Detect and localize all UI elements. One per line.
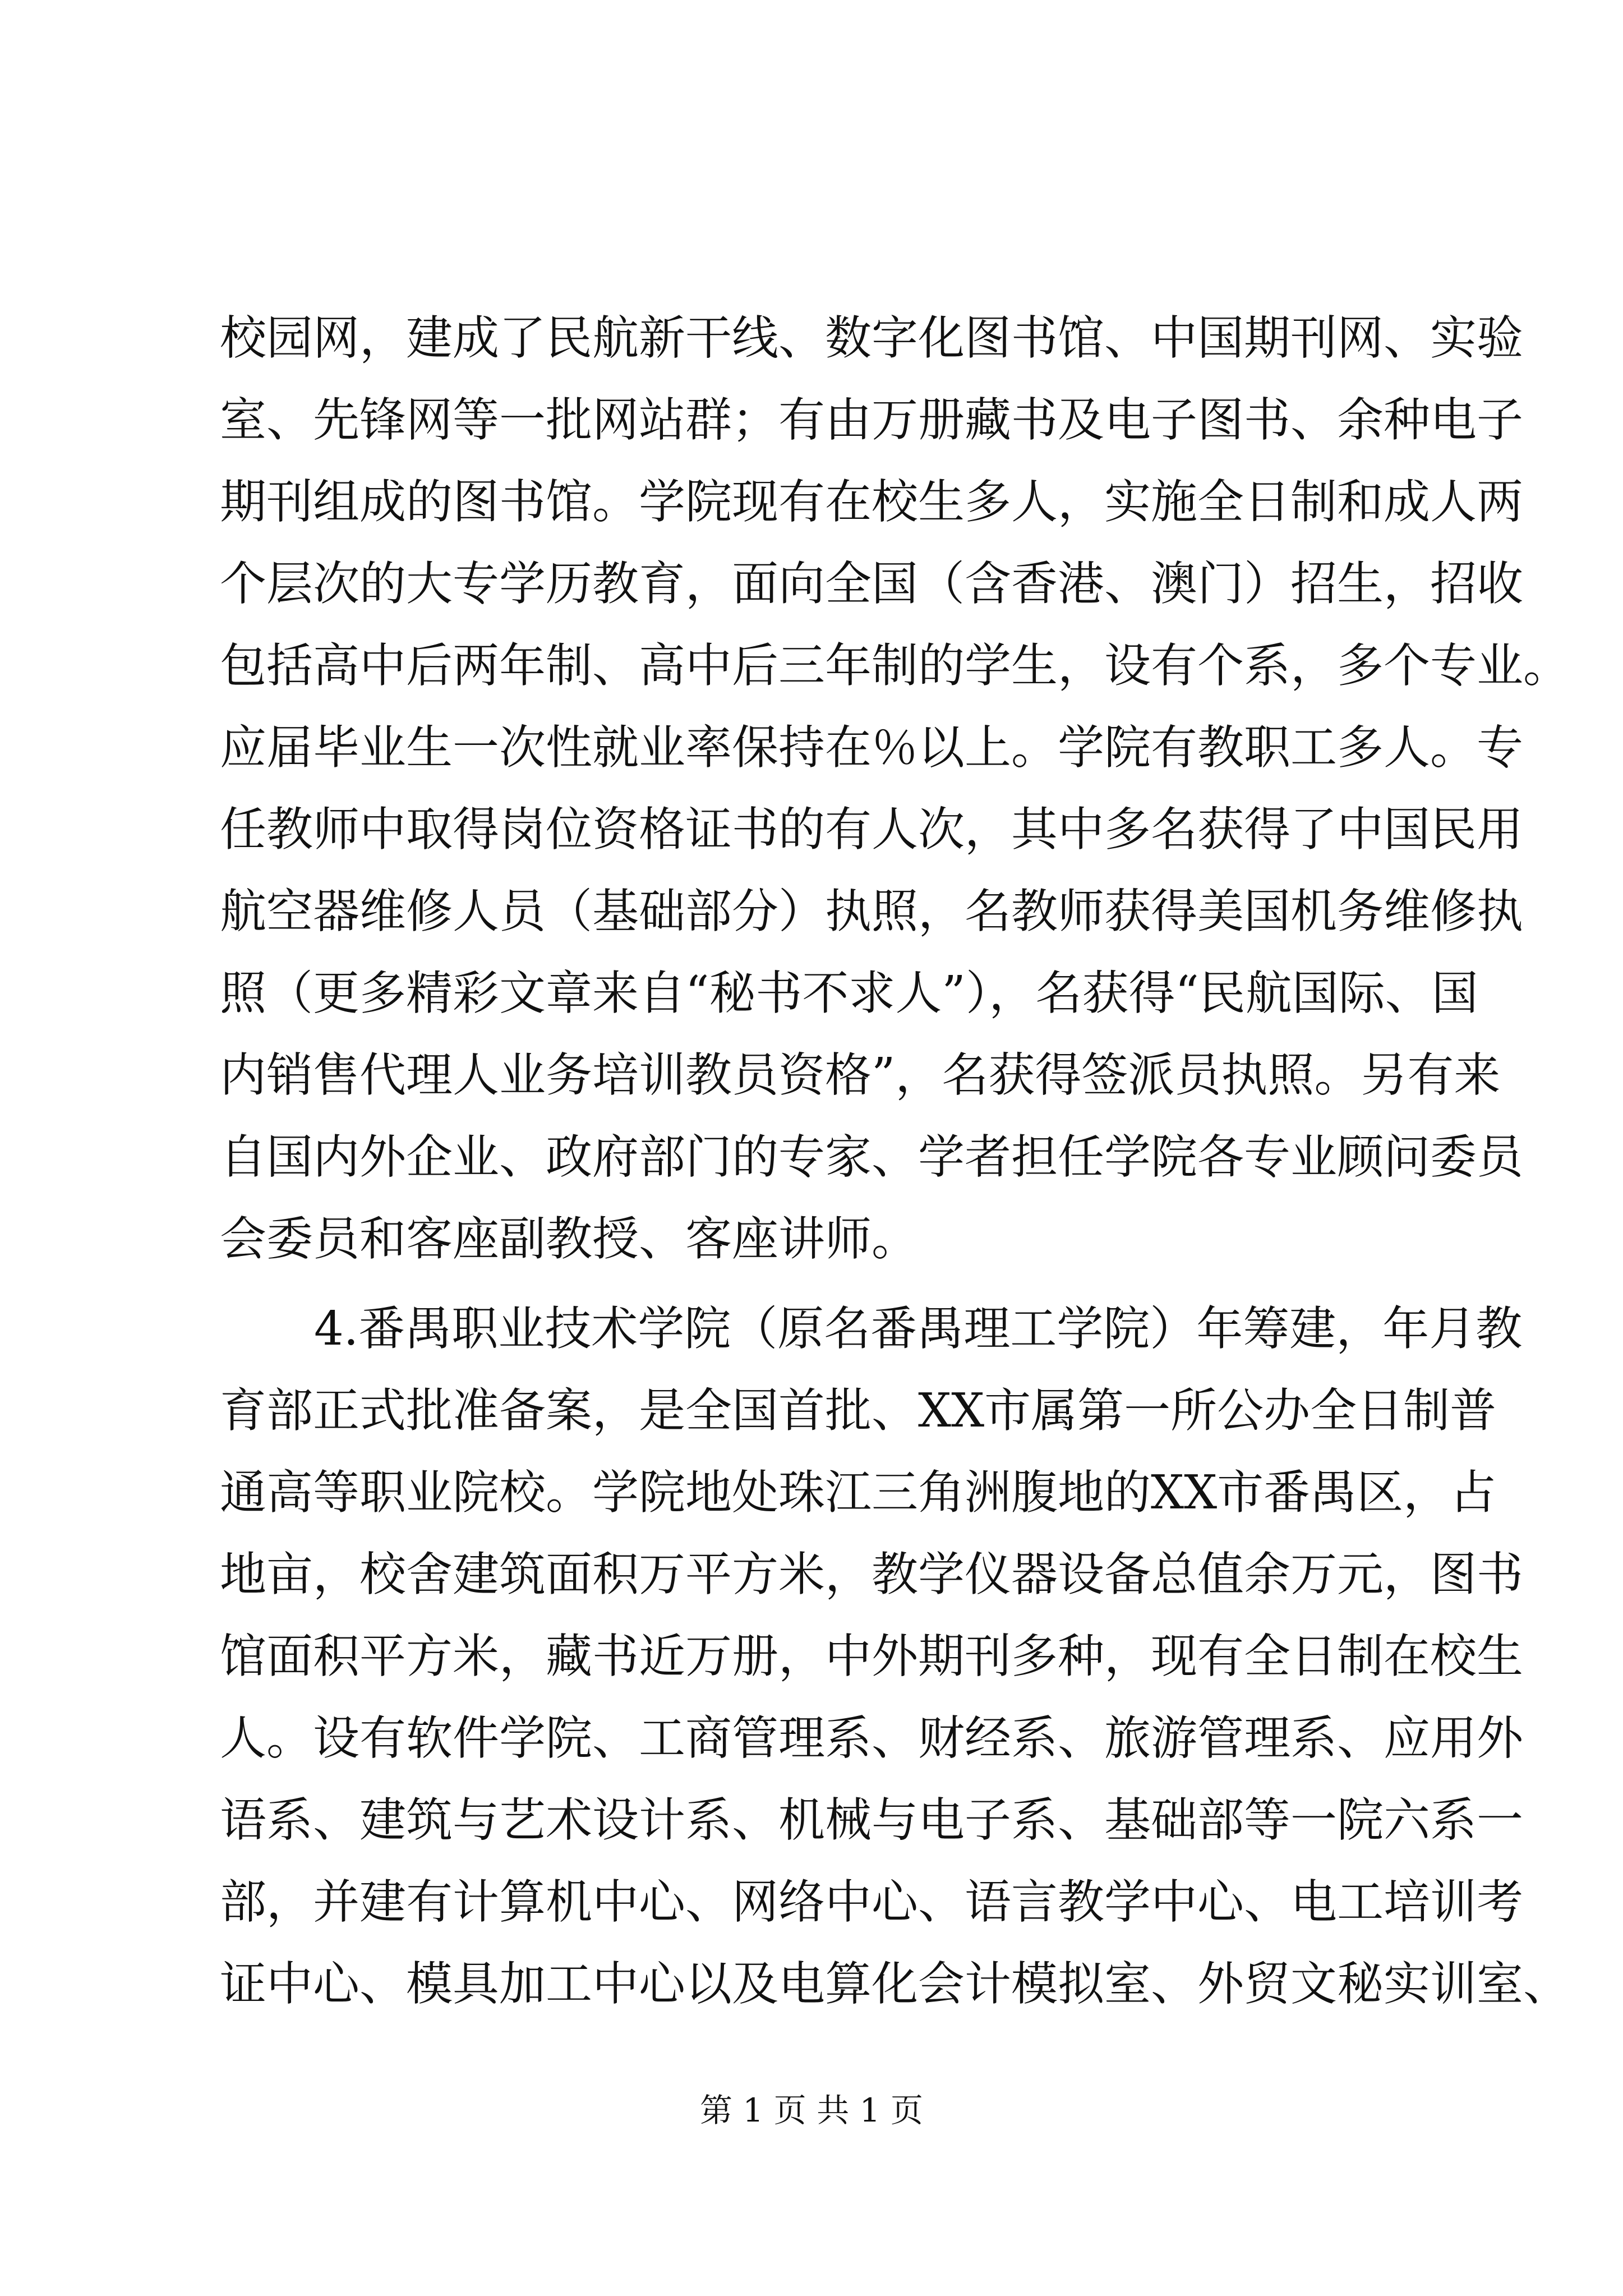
text-line: 包括高中后两年制、高中后三年制的学生，设有个系，多个专业。 bbox=[220, 638, 1570, 693]
text-line: 室、先锋网等一批网站群；有由万册藏书及电子图书、余种电子 bbox=[220, 393, 1523, 447]
text-line: 照（更多精彩文章来自“秘书不求人”），名获得“民航国际、国 bbox=[220, 966, 1478, 1020]
text-line: 地亩，校舍建筑面积万平方米，教学仪器设备总值余万元，图书 bbox=[220, 1547, 1523, 1602]
text-line: 应届毕业生一次性就业率保持在％以上。学院有教职工多人。专 bbox=[220, 720, 1523, 775]
paragraph-1 bbox=[220, 297, 1570, 1280]
text-line: 人。设有软件学院、工商管理系、财经系、旅游管理系、应用外 bbox=[220, 1711, 1523, 1765]
page-footer bbox=[0, 2088, 1623, 2133]
text-line: 馆面积平方米，藏书近万册，中外期刊多种，现有全日制在校生 bbox=[220, 1629, 1523, 1683]
text-line: 个层次的大专学历教育，面向全国（含香港、澳门）招生，招收 bbox=[220, 556, 1523, 611]
text-line: 会委员和客座副教授、客座讲师。 bbox=[220, 1212, 918, 1266]
text-line: 证中心、模具加工中心以及电算化会计模拟室、外贸文秘实训室、 bbox=[220, 1957, 1570, 2011]
text-line: 育部正式批准备案，是全国首批、XX市属第一所公办全日制普 bbox=[220, 1383, 1497, 1438]
text-line: 语系、建筑与艺术设计系、机械与电子系、基础部等一院六系一 bbox=[220, 1793, 1523, 1847]
text-line: 校园网，建成了民航新干线、数字化图书馆、中国期刊网、实验 bbox=[220, 311, 1523, 365]
page-number: 第 1 页 共 1 页 bbox=[700, 2091, 923, 2129]
paragraph-spacer bbox=[220, 1280, 1426, 1288]
text-line: 期刊组成的图书馆。学院现有在校生多人，实施全日制和成人两 bbox=[220, 475, 1523, 529]
text-line: 4.番禺职业技术学院（原名番禺理工学院）年筹建，年月教 bbox=[314, 1301, 1523, 1356]
text-line: 任教师中取得岗位资格证书的有人次，其中多名获得了中国民用 bbox=[220, 802, 1523, 857]
text-line: 内销售代理人业务培训教员资格”，名获得签派员执照。另有来 bbox=[220, 1048, 1501, 1102]
text-line: 自国内外企业、政府部门的专家、学者担任学院各专业顾问委员 bbox=[220, 1130, 1523, 1184]
text-line: 通高等职业院校。学院地处珠江三角洲腹地的XX市番禺区，占 bbox=[220, 1465, 1497, 1520]
document-body bbox=[220, 297, 1570, 2025]
paragraph-2 bbox=[220, 1288, 1570, 2025]
text-line: 部，并建有计算机中心、网络中心、语言教学中心、电工培训考 bbox=[220, 1875, 1523, 1929]
text-line: 航空器维修人员（基础部分）执照，名教师获得美国机务维修执 bbox=[220, 884, 1523, 938]
